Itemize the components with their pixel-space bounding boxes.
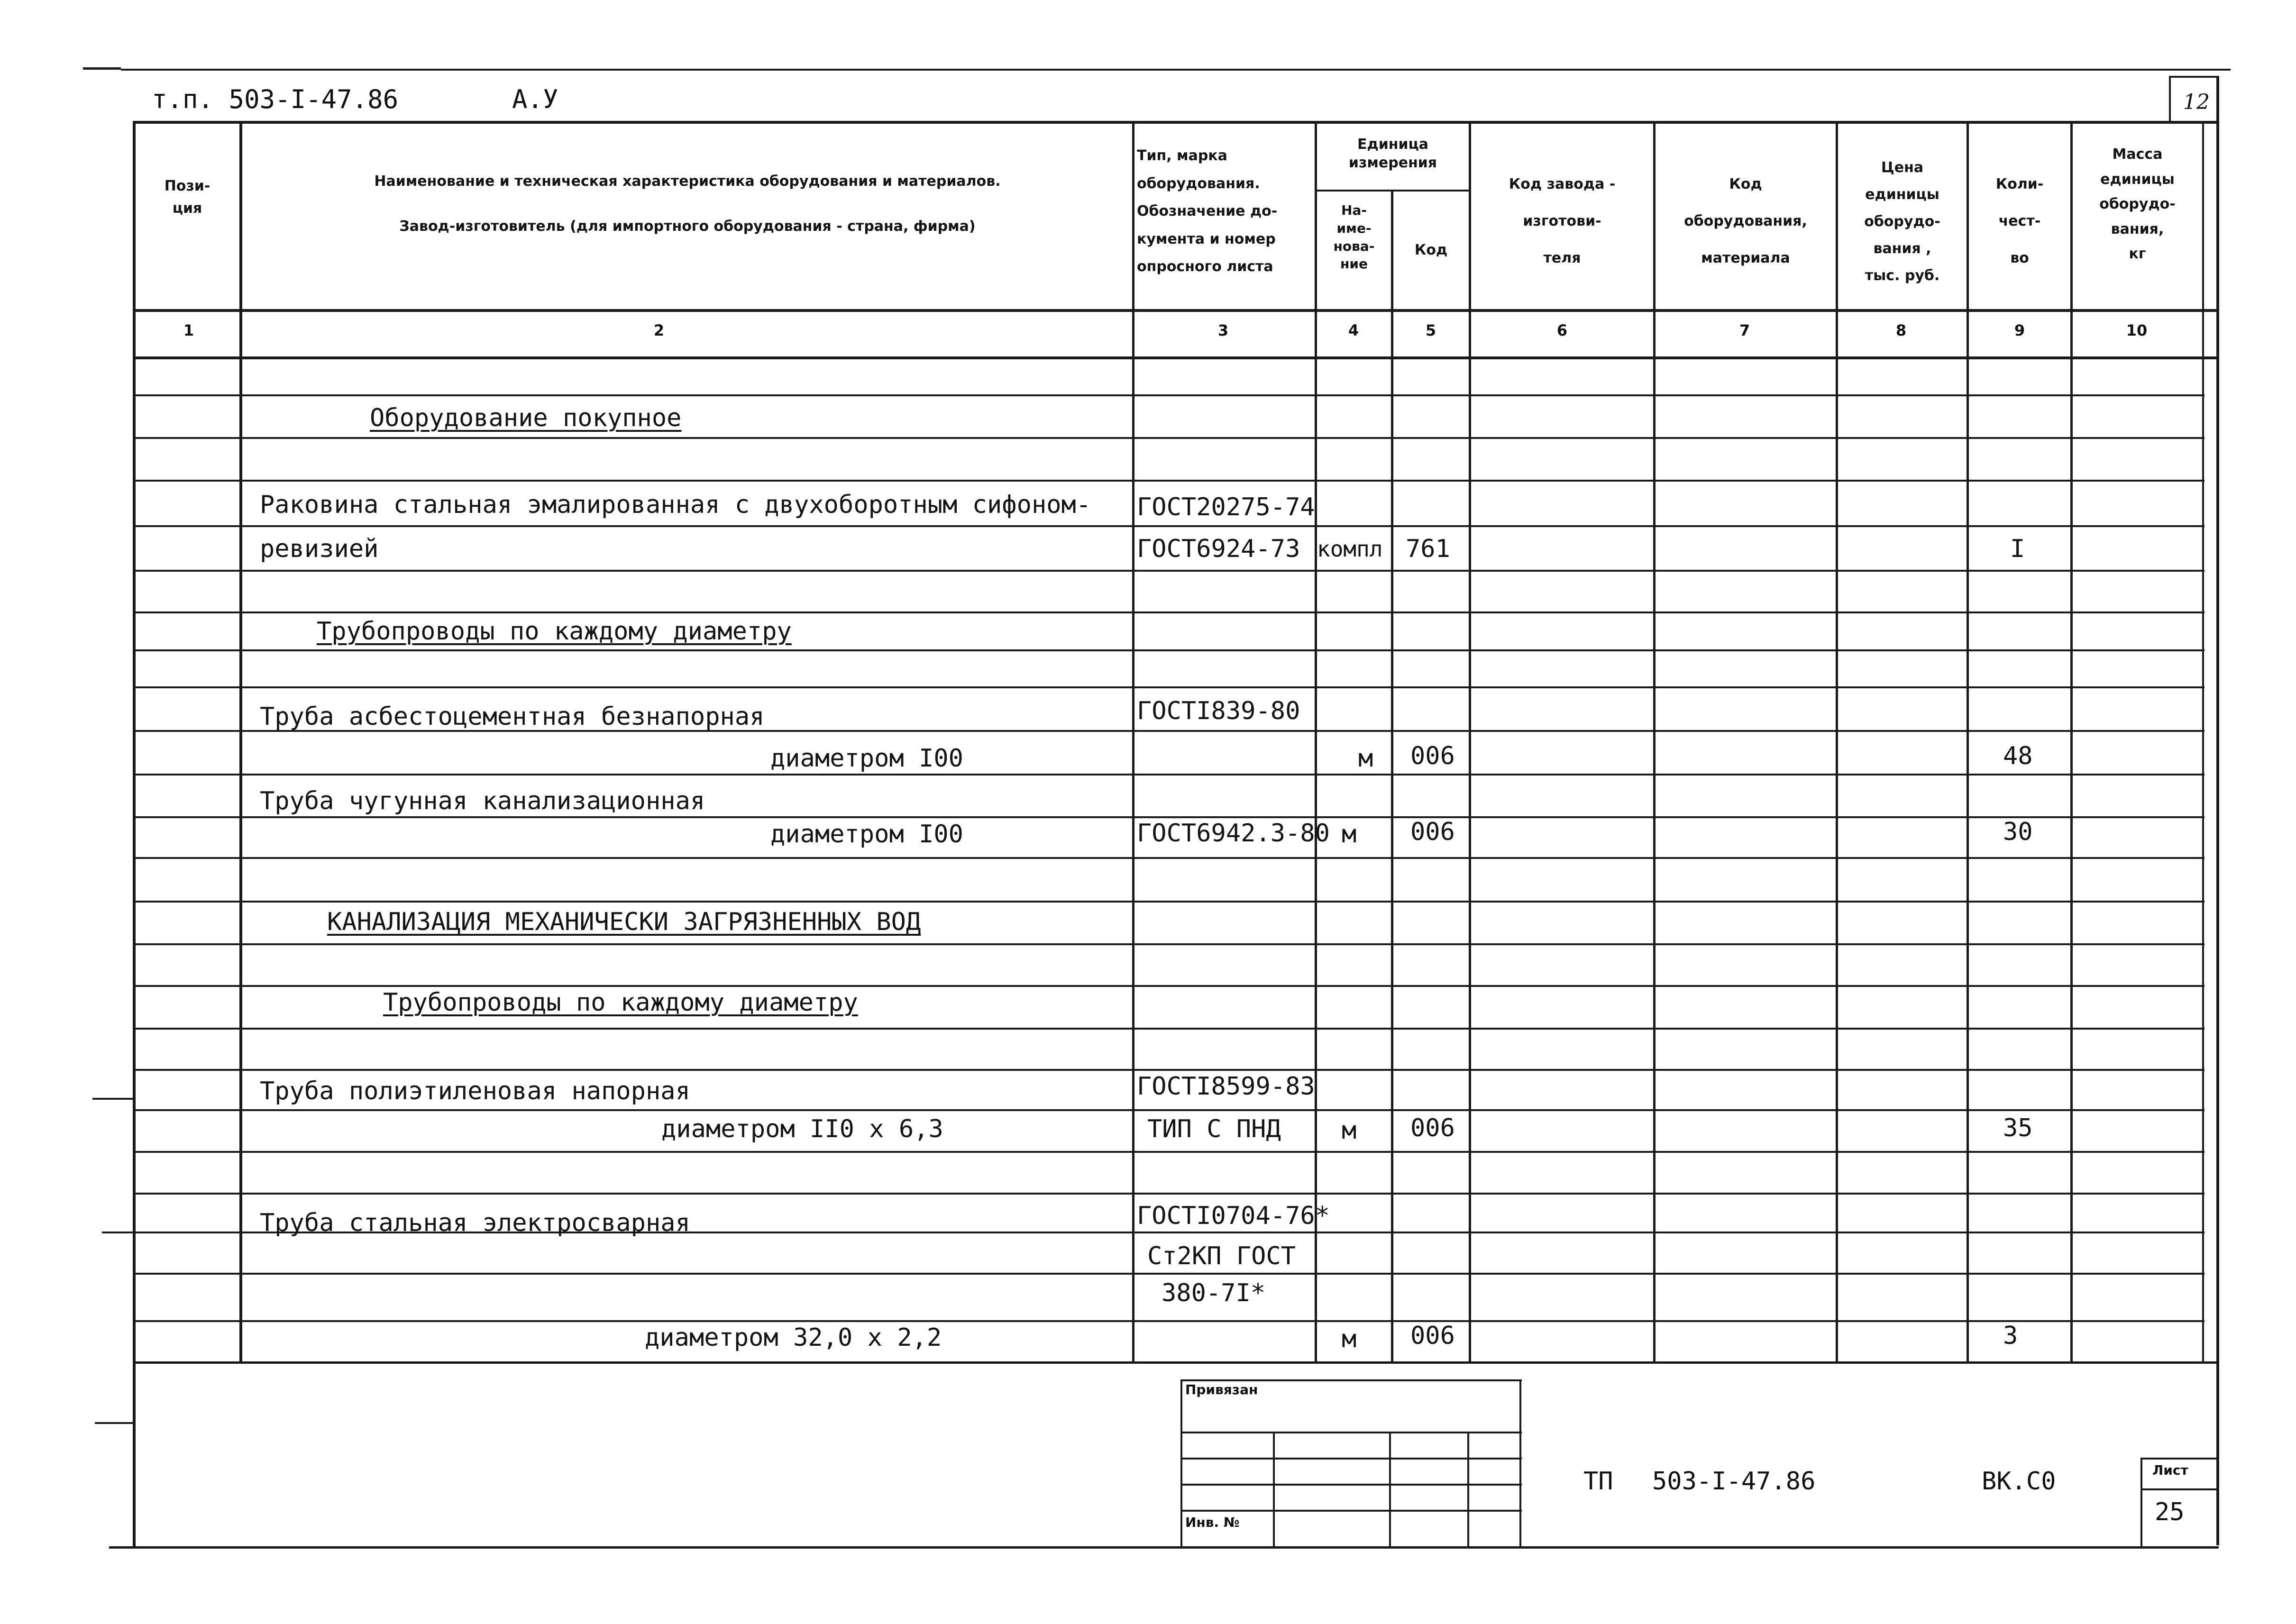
column-number: 10 <box>2126 321 2148 339</box>
item-name: диаметром I00 <box>770 820 963 848</box>
header-equipment-code: Код оборудования, материала <box>1684 176 1807 266</box>
column-number: 5 <box>1425 321 1436 339</box>
column-number: 1 <box>183 321 194 339</box>
item-quantity: 3 <box>2003 1322 2018 1350</box>
header-name-line1: Наименование и техническая характеристика оборудования и материалов. <box>374 173 1001 190</box>
item-name: ревизией <box>260 535 379 563</box>
item-code: 006 <box>1410 818 1455 846</box>
item-doc: Ст2КП ГОСТ <box>1147 1242 1296 1270</box>
item-name: Труба стальная электросварная <box>260 1209 690 1237</box>
column-number: 6 <box>1556 321 1568 339</box>
column-number: 8 <box>1895 321 1907 339</box>
header-position: Пози- ция <box>164 178 210 217</box>
doc-prefix: ТП <box>1583 1467 1613 1496</box>
header-quantity: Коли- чест- во <box>1995 176 2044 266</box>
item-doc: ГОСТ6942.3-80 <box>1137 819 1330 848</box>
header-name-line2: Завод-изготовитель (для импортного оборудования - страна, фирма) <box>399 218 976 235</box>
item-quantity: I <box>2010 535 2025 563</box>
item-doc: ГОСТI8599-83 <box>1137 1072 1315 1101</box>
item-name: Труба полиэтиленовая напорная <box>260 1077 690 1105</box>
item-code: 006 <box>1410 1322 1455 1350</box>
stamp-list-label: Лист <box>2152 1462 2188 1478</box>
item-code: 006 <box>1410 1114 1455 1142</box>
header-unit-name: На- име- нова- ние <box>1333 202 1375 272</box>
doc-suffix: ВК.С0 <box>1982 1467 2056 1496</box>
header-unit-group: Единица измерения <box>1348 136 1437 171</box>
item-name: диаметром 32,0 х 2,2 <box>645 1323 942 1352</box>
item-doc: ГОСТ6924-73 <box>1137 535 1300 563</box>
column-number: 9 <box>2014 321 2025 339</box>
column-number: 2 <box>653 321 665 339</box>
stamp-inv-no: Инв. № <box>1185 1515 1240 1530</box>
column-number: 4 <box>1348 321 1359 339</box>
item-name: диаметром II0 х 6,3 <box>661 1115 943 1143</box>
stamp-privyazan: Привязан <box>1185 1382 1258 1397</box>
item-unit: м <box>1342 1325 1357 1353</box>
item-quantity: 48 <box>2003 742 2033 770</box>
item-doc: ГОСТI839-80 <box>1137 697 1300 725</box>
album-code: А.У <box>512 84 558 114</box>
item-doc: ТИП С ПНД <box>1147 1115 1281 1143</box>
item-doc: ГОСТI0704-76* <box>1137 1202 1330 1230</box>
item-doc: 380-7I* <box>1162 1279 1266 1307</box>
item-name: Раковина стальная эмалированная с двухоборотным сифоном- <box>260 491 1091 519</box>
header-price: Цена единицы оборудо- вания , тыс. руб. <box>1864 159 1940 284</box>
header-factory-code: Код завода - изготови- теля <box>1509 176 1616 266</box>
section-title-sewerage: КАНАЛИЗАЦИЯ МЕХАНИЧЕСКИ ЗАГРЯЗНЕННЫХ ВОД <box>327 908 921 936</box>
header-unit-code: Код <box>1414 242 1448 258</box>
item-doc: ГОСТ20275-74 <box>1137 493 1315 521</box>
stamp-list-number: 25 <box>2155 1498 2185 1526</box>
item-name: Труба асбестоцементная безнапорная <box>260 703 765 731</box>
header-mass: Масса единицы оборудо- вания, кг <box>2099 146 2176 262</box>
column-number: 7 <box>1739 321 1750 339</box>
item-quantity: 35 <box>2003 1114 2033 1142</box>
item-quantity: 30 <box>2003 818 2033 846</box>
column-number: 3 <box>1217 321 1229 339</box>
item-unit: м <box>1342 1116 1357 1145</box>
item-unit: м <box>1342 820 1357 848</box>
item-unit: компл <box>1317 536 1383 562</box>
doc-number: 503-I-47.86 <box>1652 1467 1816 1496</box>
item-name: Труба чугунная канализационная <box>260 787 705 815</box>
item-unit: м <box>1358 744 1373 773</box>
section-title-pipelines: Трубопроводы по каждому диаметру <box>383 988 858 1017</box>
top-code: т.п. 503-I-47.86 <box>152 84 399 114</box>
sheet-corner-number: 12 <box>2183 90 2210 114</box>
item-code: 761 <box>1406 535 1450 563</box>
item-name: диаметром I00 <box>770 744 963 773</box>
section-title-pipelines: Трубопроводы по каждому диаметру <box>317 617 792 646</box>
section-title-purchased: Оборудование покупное <box>370 404 682 432</box>
header-type-mark: Тип, марка оборудования. Обозначение до- кумента и номер опросного листа <box>1137 147 1278 275</box>
item-code: 006 <box>1410 742 1455 770</box>
